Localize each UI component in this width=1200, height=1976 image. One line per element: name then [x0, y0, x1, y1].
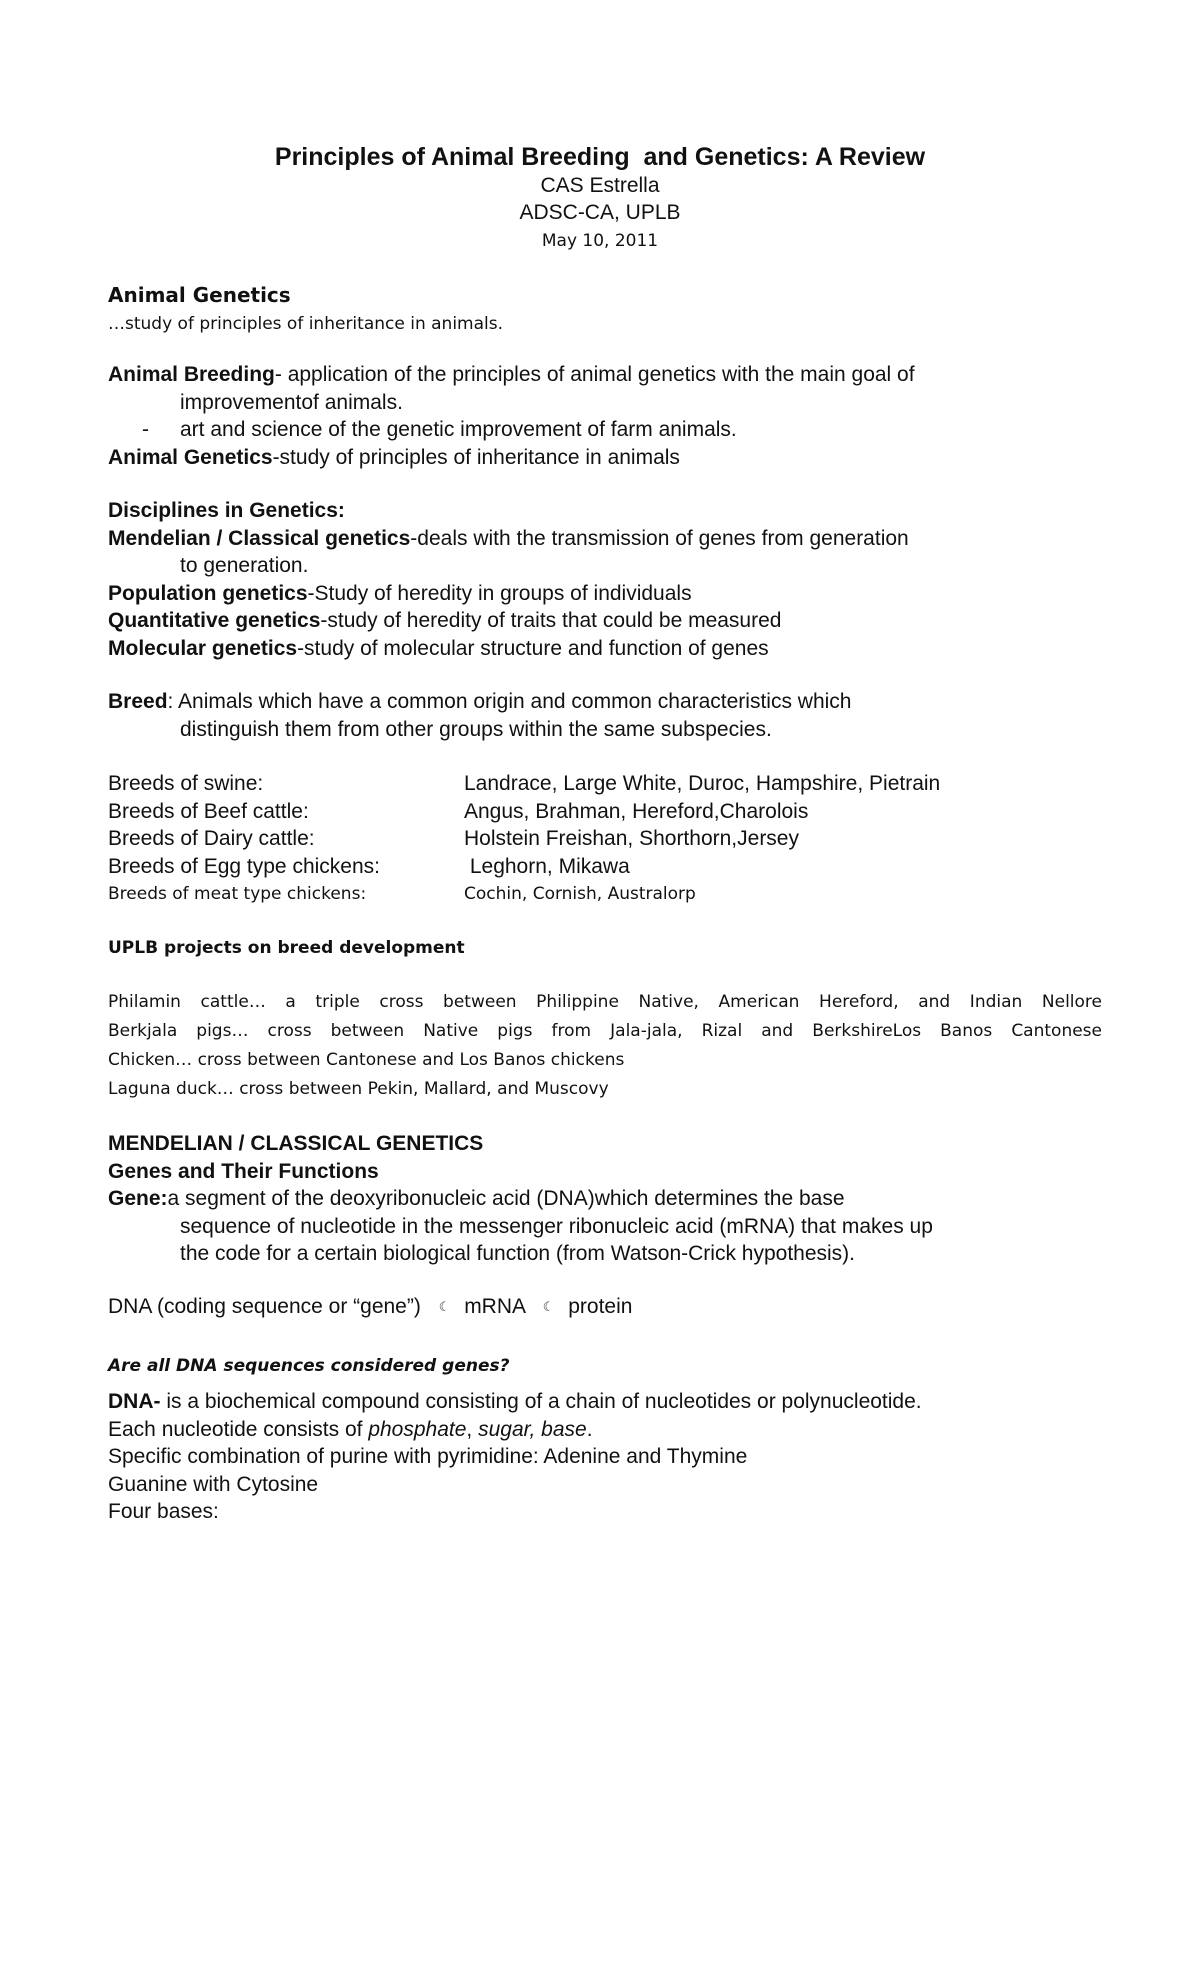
- section-heading: UPLB projects on breed development: [108, 938, 465, 958]
- project-line: Philamin cattle… a triple cross between Philippine Native, American Hereford, and Indian Nellore: [108, 992, 1102, 1012]
- term: Quantitative genetics: [108, 609, 321, 632]
- term: Population genetics: [108, 581, 308, 605]
- definition-text: -Study of heredity in groups of individuals: [307, 581, 692, 605]
- genetics-definition: [108, 444, 1108, 472]
- breeds-value: Leghorn, Mikawa: [464, 854, 630, 878]
- definition-text: a segment of the deoxyribonucleic acid (DNA)which determines the base: [167, 1187, 845, 1210]
- date: May 10, 2011: [541, 231, 659, 251]
- central-dogma-flow: [108, 1293, 1108, 1321]
- gene-definition: [108, 1185, 1108, 1213]
- definition-continuation: improvementof animals.: [180, 390, 403, 414]
- period: .: [586, 1417, 593, 1441]
- term: Molecular genetics: [108, 636, 298, 660]
- breeds-value: Angus, Brahman, Hereford,Charolois: [464, 799, 809, 823]
- breeds-label: Breeds of Dairy cattle:: [108, 827, 315, 850]
- term: Mendelian / Classical genetics: [108, 526, 411, 550]
- discipline-item: [108, 525, 1108, 553]
- flow-protein: protein: [568, 1295, 633, 1318]
- breeding-definition: [108, 361, 1108, 389]
- pairing-line: Specific combination of purine with pyrimidine: Adenine and Thymine: [108, 1445, 748, 1468]
- discipline-item: [108, 607, 1108, 635]
- mendelian-block: [108, 1130, 1108, 1268]
- breed-block: [108, 688, 1108, 743]
- breeds-value: Holstein Freishan, Shorthorn,Jersey: [464, 827, 799, 850]
- term: Breed: [108, 690, 168, 713]
- definition-continuation: sequence of nucleotide in the messenger ribonucleic acid (mRNA) that makes up: [180, 1214, 933, 1238]
- affiliation: ADSC-CA, UPLB: [519, 201, 681, 224]
- dash-bullet: -: [142, 418, 149, 441]
- definition-text: -deals with the transmission of genes from generation: [410, 526, 909, 550]
- definition-continuation: distinguish them from other groups within the same subspecies.: [180, 717, 772, 741]
- document-title: Principles of Animal Breeding and Genetics: A Review: [274, 143, 926, 171]
- breeds-list: [108, 770, 1108, 908]
- definition-continuation: to generation.: [180, 554, 309, 577]
- dash-item-text: art and science of the genetic improvement of farm animals.: [180, 418, 737, 441]
- term: Gene:: [108, 1187, 168, 1210]
- separator: ,: [466, 1417, 479, 1441]
- breed-definition: [108, 688, 1108, 716]
- document-header: [0, 142, 1200, 256]
- dna-question-block: [108, 1352, 1108, 1381]
- term: DNA-: [108, 1390, 161, 1413]
- breeds-label: Breeds of Beef cattle:: [108, 799, 309, 823]
- breeds-row: [108, 853, 1108, 881]
- breeds-label: Breeds of swine:: [108, 772, 264, 795]
- project-line: Laguna duck… cross between Pekin, Mallard, and Muscovy: [108, 1079, 609, 1099]
- discipline-item: [108, 635, 1108, 663]
- author: CAS Estrella: [540, 174, 660, 197]
- discipline-item: [108, 580, 1108, 608]
- pairing-line: Guanine with Cytosine: [108, 1472, 319, 1496]
- arrow-icon: ☾: [438, 1299, 451, 1314]
- dash-item: [108, 416, 1108, 444]
- definition-text: - application of the principles of animal genetics with the main goal of: [274, 363, 915, 386]
- term: Animal Genetics: [108, 445, 273, 469]
- breeds-label: Breeds of meat type chickens:: [108, 884, 367, 904]
- uplb-projects-heading-block: [108, 934, 1108, 963]
- four-bases-line: Four bases:: [108, 1500, 219, 1523]
- dna-definition: [108, 1388, 1108, 1416]
- definition-text: -study of principles of inheritance in animals: [272, 445, 680, 469]
- definition-text: is a biochemical compound consisting of a chain of nucleotides or polynucleotide.: [160, 1390, 922, 1413]
- definitions-block: [108, 361, 1108, 471]
- definition-continuation: the code for a certain biological function (from Watson-Crick hypothesis).: [180, 1242, 856, 1265]
- breeds-row: [108, 798, 1108, 826]
- breeds-value: Landrace, Large White, Duroc, Hampshire, Pietrain: [464, 772, 941, 795]
- breeds-value: Cochin, Cornish, Australorp: [464, 884, 696, 904]
- question-heading: Are all DNA sequences considered genes?: [108, 1356, 510, 1376]
- breeds-row: [108, 825, 1108, 853]
- nucleotide-line: [108, 1416, 1108, 1444]
- definition-text: -study of molecular structure and function of genes: [297, 636, 769, 660]
- uplb-projects-list: [108, 988, 1102, 1104]
- section-heading: Disciplines in Genetics:: [108, 499, 345, 522]
- disciplines-block: [108, 497, 1108, 662]
- project-line: Berkjala pigs… cross between Native pigs from Jala-jala, Rizal and BerkshireLos Banos Cantonese: [108, 1021, 1102, 1041]
- breeds-row: [108, 880, 1108, 908]
- term: Animal Breeding: [108, 363, 275, 386]
- project-line: Chicken… cross between Cantonese and Los Banos chickens: [108, 1050, 625, 1070]
- flow-mrna: mRNA: [464, 1295, 525, 1318]
- section-subheading: Genes and Their Functions: [108, 1159, 379, 1183]
- breeds-row: [108, 770, 1108, 798]
- arrow-icon: ☾: [542, 1299, 555, 1314]
- dna-block: [108, 1388, 1108, 1526]
- animal-genetics-intro: [108, 280, 1108, 339]
- sugar-base-text: sugar, base: [478, 1417, 587, 1441]
- section-heading: MENDELIAN / CLASSICAL GENETICS: [108, 1132, 484, 1155]
- phosphate-text: phosphate: [368, 1417, 467, 1441]
- nucleotide-prefix: Each nucleotide consists of: [108, 1417, 369, 1441]
- breeds-label: Breeds of Egg type chickens:: [108, 854, 380, 878]
- definition-text: -study of heredity of traits that could be measured: [320, 609, 782, 632]
- section-heading: Animal Genetics: [108, 283, 291, 307]
- definition-text: : Animals which have a common origin and common characteristics which: [167, 690, 852, 713]
- intro-text: …study of principles of inheritance in animals.: [108, 314, 504, 334]
- flow-dna: DNA (coding sequence or “gene”): [108, 1295, 421, 1318]
